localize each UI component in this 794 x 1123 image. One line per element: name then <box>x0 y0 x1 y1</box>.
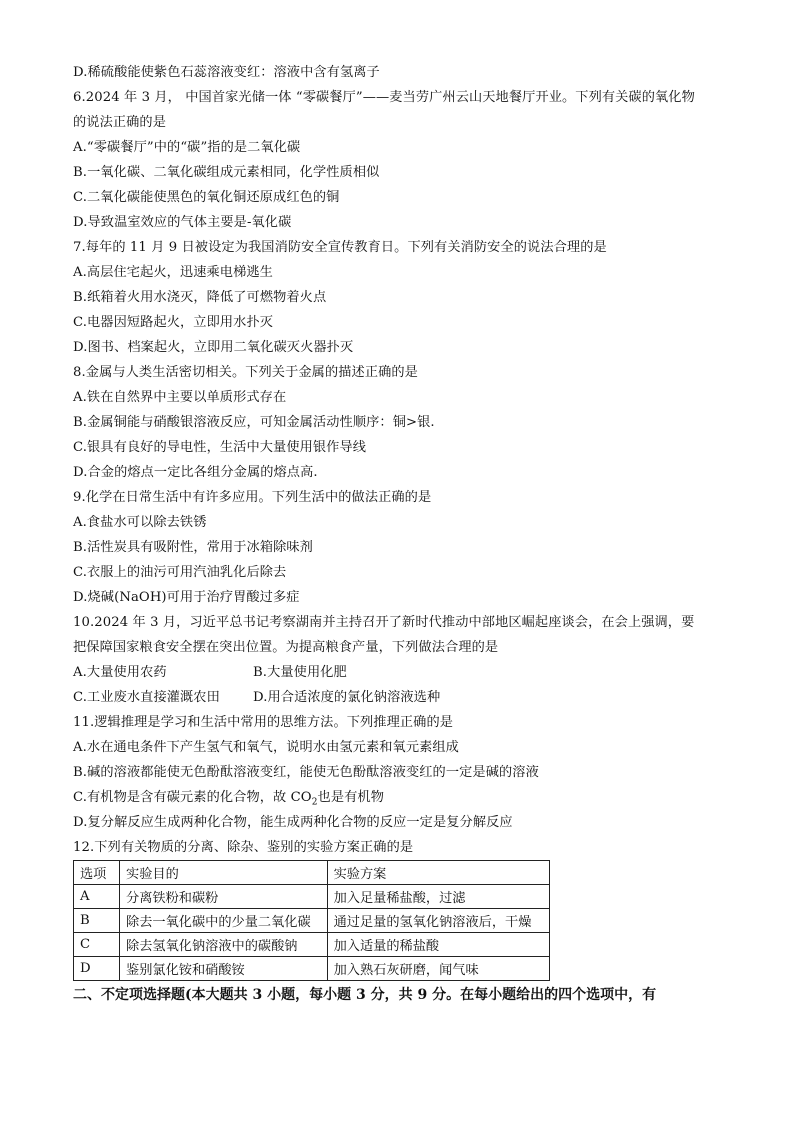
table-cell: B <box>74 909 120 933</box>
exam-page <box>73 60 723 1008</box>
table-cell: 加入熟石灰研磨，闻气味 <box>327 957 549 981</box>
q9-option-a: A.食盐水可以除去铁锈 <box>73 515 207 530</box>
q6-stem-line1: 6.2024 年 3 月， 中国首家光储一体 “零碳餐厅”——麦当劳广州云山天地餐厅开业。下列有关碳的氧化物 <box>73 90 695 105</box>
q6-option-b: B.一氧化碳、二氧化碳组成元素相同，化学性质相似 <box>73 165 380 180</box>
q9-option-b: B.活性炭具有吸附性，常用于冰箱除味剂 <box>73 540 313 555</box>
q11-option-c-text: C.有机物是含有碳元素的化合物，故 CO <box>73 790 312 805</box>
q10-option-d: D.用合适浓度的氯化钠溶液选种 <box>253 690 441 705</box>
table-cell: 通过足量的氢氧化钠溶液后，干燥 <box>327 909 549 933</box>
q11-option-c-text-end: 也是有机物 <box>317 790 384 805</box>
q10-stem-line2: 把保障国家粮食安全摆在突出位置。为提高粮食产量，下列做法合理的是 <box>73 640 499 655</box>
q7-option-b: B.纸箱着火用水浇灭，降低了可燃物着火点 <box>73 290 327 305</box>
q9-option-c: C.衣服上的油污可用汽油乳化后除去 <box>73 565 287 580</box>
table-cell: 分离铁粉和碳粉 <box>120 885 328 909</box>
table-header-cell: 选项 <box>74 861 120 885</box>
q6-option-c: C.二氧化碳能使黑色的氧化铜还原成红色的铜 <box>73 190 340 205</box>
q5-option-d: D.稀硫酸能使紫色石蕊溶液变红：溶液中含有氢离子 <box>73 65 380 80</box>
q6-stem-line2: 的说法正确的是 <box>73 115 167 130</box>
table-header-cell: 实验目的 <box>120 861 328 885</box>
q11-option-d: D.复分解反应生成两种化合物，能生成两种化合物的反应一定是复分解反应 <box>73 815 513 830</box>
table-cell: 加入适量的稀盐酸 <box>327 933 549 957</box>
q8-option-b: B.金属铜能与硝酸银溶液反应，可知金属活动性顺序：铜>银. <box>73 415 435 430</box>
q12-stem: 12.下列有关物质的分离、除杂、鉴别的实验方案正确的是 <box>73 840 414 855</box>
q11-stem: 11.逻辑推理是学习和生活中常用的思维方法。下列推理正确的是 <box>73 715 454 730</box>
table-cell: A <box>74 885 120 909</box>
q6-option-d: D.导致温室效应的气体主要是-氧化碳 <box>73 215 292 230</box>
q11-option-b: B.碱的溶液都能使无色酚酞溶液变红，能使无色酚酞溶液变红的一定是碱的溶液 <box>73 765 539 780</box>
q10-options-cd <box>73 685 723 710</box>
table-header-cell: 实验方案 <box>327 861 549 885</box>
q7-option-a: A.高层住宅起火，迅速乘电梯逃生 <box>73 265 273 280</box>
table-row <box>74 909 550 933</box>
table-header-row <box>74 861 550 885</box>
q8-option-d: D.合金的熔点一定比各组分金属的熔点高. <box>73 465 318 480</box>
table-row <box>74 957 550 981</box>
q10-option-a: A.大量使用农药 <box>73 665 167 680</box>
q8-stem: 8.金属与人类生活密切相关。下列关于金属的描述正确的是 <box>73 365 418 380</box>
table-cell: 除去氢氧化钠溶液中的碳酸钠 <box>120 933 328 957</box>
section-heading: 二、不定项选择题(本大题共 3 小题，每小题 3 分，共 9 分。在每小题给出的四个选项中，有 <box>73 987 657 1003</box>
q8-option-c: C.银具有良好的导电性，生活中大量使用银作导线 <box>73 440 367 455</box>
q9-option-d: D.烧碱(NaOH)可用于治疗胃酸过多症 <box>73 590 300 605</box>
table-cell: 加入足量稀盐酸，过滤 <box>327 885 549 909</box>
q7-stem: 7.每年的 11 月 9 日被设定为我国消防安全宣传教育日。下列有关消防安全的说法合理的是 <box>73 240 607 255</box>
q7-option-d: D.图书、档案起火，立即用二氧化碳灭火器扑灭 <box>73 340 354 355</box>
q10-option-b: B.大量使用化肥 <box>253 665 347 680</box>
q6-option-a: A.“零碳餐厅”中的“碳”指的是二氧化碳 <box>73 140 301 155</box>
q10-option-c: C.工业废水直接灌溉农田 <box>73 690 220 705</box>
table-row <box>74 933 550 957</box>
q8-option-a: A.铁在自然界中主要以单质形式存在 <box>73 390 287 405</box>
table-cell: D <box>74 957 120 981</box>
q11-option-c <box>73 785 723 810</box>
co2-subscript: 2 <box>311 797 318 808</box>
table-cell: 除去一氧化碳中的少量二氧化碳 <box>120 909 328 933</box>
q12-options-table <box>73 860 550 981</box>
table-row <box>74 885 550 909</box>
q11-option-a: A.水在通电条件下产生氢气和氧气，说明水由氢元素和氧元素组成 <box>73 740 459 755</box>
q10-options-ab <box>73 660 723 685</box>
q9-stem: 9.化学在日常生活中有许多应用。下列生活中的做法正确的是 <box>73 490 432 505</box>
q7-option-c: C.电器因短路起火，立即用水扑灭 <box>73 315 274 330</box>
q10-stem-line1: 10.2024 年 3 月，习近平总书记考察湖南并主持召开了新时代推动中部地区崛起座谈会，在会上强调，要 <box>73 615 695 630</box>
table-cell: C <box>74 933 120 957</box>
table-cell: 鉴别氯化铵和硝酸铵 <box>120 957 328 981</box>
